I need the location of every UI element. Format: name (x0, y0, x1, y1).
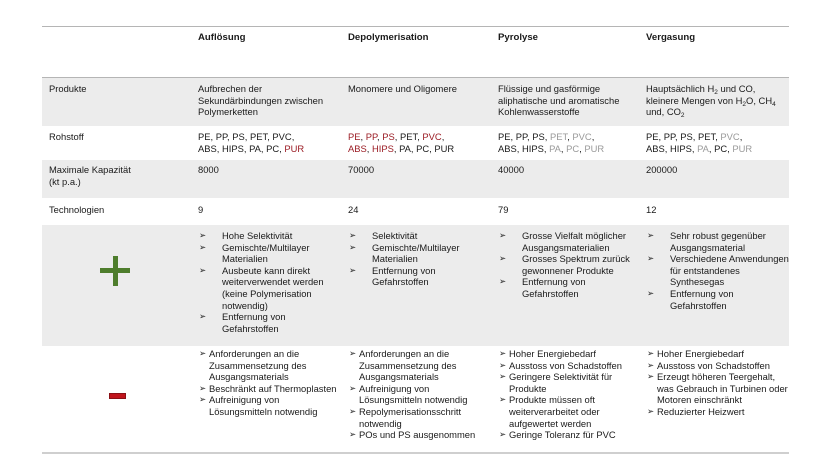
polymer-pc: PC (266, 142, 280, 154)
list-item: ➢ Ausstoss von Schadstoffen (499, 359, 622, 371)
polymer-pvc: PVC (572, 131, 592, 142)
capacity-aufloesung: 8000 (198, 164, 219, 175)
arrow-bullet-icon: ➢ (499, 276, 507, 287)
arrow-bullet-icon: ➢ (199, 382, 207, 393)
polymer-pp: PP (365, 131, 378, 142)
polymer-pur: PUR (434, 142, 455, 154)
polymer-hips: HIPS (371, 142, 394, 154)
header-pyrolyse: Pyrolyse (498, 32, 539, 43)
polymer-abs: ABS (198, 142, 217, 154)
raw-material-row (42, 126, 789, 160)
polymer-abs: ABS (646, 142, 665, 154)
list-item: ➢ Gemischte/Multilayer Materialien (349, 241, 460, 265)
technologies-row (42, 198, 789, 225)
list-item: ➢ Entfernung von Gefahrstoffen (199, 311, 286, 334)
polymer-pp: PP (215, 131, 228, 142)
polymer-hips: HIPS (669, 142, 692, 154)
capacity-depolymerisation: 70000 (348, 164, 375, 175)
list-item: ➢ Beschränkt auf Thermoplasten (199, 382, 337, 394)
disadvantages-vergasung (646, 348, 789, 418)
raw-material-vergasung: PE, PP, PS, PET, PVC, ABS, HIPS, PA, PC, PUR (646, 131, 753, 154)
header-empty (42, 32, 191, 77)
arrow-bullet-icon: ➢ (499, 394, 507, 405)
polymer-pur: PUR (284, 142, 305, 154)
disadvantages-depolymerisation (348, 348, 491, 441)
header-depolymerisation: Depolymerisation (348, 32, 429, 43)
polymer-pet: PET (697, 131, 716, 142)
arrow-bullet-icon: ➢ (349, 264, 357, 275)
polymer-ps: PS (532, 131, 545, 142)
list-item: ➢ Sehr robust gegenüber Ausgangsmaterial (647, 230, 766, 253)
row-label-technologies: Technologien (49, 204, 105, 215)
arrow-bullet-icon: ➢ (499, 371, 507, 382)
arrow-bullet-icon: ➢ (199, 311, 207, 322)
polymer-pa: PA (399, 142, 411, 154)
arrow-bullet-icon: ➢ (647, 371, 655, 382)
polymer-hips: HIPS (221, 142, 244, 154)
minus-icon (109, 393, 126, 399)
polymer-hips: HIPS (521, 142, 544, 154)
polymer-pur: PUR (732, 142, 753, 154)
capacity-row (42, 160, 789, 198)
arrow-bullet-icon: ➢ (349, 241, 357, 252)
arrow-bullet-icon: ➢ (349, 348, 357, 358)
arrow-bullet-icon: ➢ (199, 241, 207, 252)
disadvantages-row (42, 346, 789, 452)
polymer-pe: PE (198, 131, 211, 142)
plus-icon (100, 256, 130, 286)
technologies-aufloesung: 9 (198, 204, 204, 215)
polymer-ps: PS (680, 131, 693, 142)
list-item: ➢ Grosse Vielfalt möglicher Ausgangsmaterialien (499, 230, 627, 253)
polymer-pa: PA (697, 142, 709, 154)
arrow-bullet-icon: ➢ (647, 359, 655, 370)
advantages-vergasung (646, 230, 789, 311)
list-item: ➢ Selektivität (349, 230, 418, 241)
list-item: ➢ Geringere Selektivität für Produkte (499, 371, 613, 394)
arrow-bullet-icon: ➢ (199, 348, 207, 358)
list-item: ➢ POs und PS ausgenommen (349, 429, 476, 441)
row-label-products: Produkte (49, 83, 87, 94)
header-row (42, 27, 789, 78)
list-item: ➢ Produkte müssen oft weiterverarbeitet oder aufgewertet werden (499, 394, 600, 429)
technologies-vergasung: 12 (646, 204, 657, 215)
arrow-bullet-icon: ➢ (499, 359, 507, 370)
arrow-bullet-icon: ➢ (499, 230, 507, 240)
vergasung-products-line1: Hauptsächlich $H_2$ und CO, (646, 83, 756, 96)
header-aufloesung: Auflösung (198, 32, 246, 43)
header-vergasung: Vergasung (646, 32, 696, 43)
list-item: ➢ Ausstoss von Schadstoffen (647, 359, 770, 371)
arrow-bullet-icon: ➢ (647, 348, 655, 358)
disadvantages-aufloesung (198, 348, 341, 418)
polymer-pe: PE (646, 131, 659, 142)
polymer-pa: PA (249, 142, 261, 154)
vergasung-products-line2: kleinere Mengen von $H_2O$, $CH_4$ (646, 94, 776, 108)
advantages-aufloesung (198, 230, 341, 334)
vergasung-products-line3: und, $CO_2$ (646, 106, 685, 120)
capacity-pyrolyse: 40000 (498, 164, 525, 175)
disadvantages-pyrolyse (498, 348, 639, 441)
arrow-bullet-icon: ➢ (647, 253, 655, 264)
polymer-pe: PE (498, 131, 511, 142)
raw-material-depolymerisation: PE, PP, PS, PET, PVC, ABS, HIPS, PA, PC, PUR (348, 131, 455, 154)
list-item: ➢ Ausbeute kann direkt weiterverwendet werden (keine Polymerisation notwendig) (199, 264, 324, 311)
advantages-depolymerisation (348, 230, 491, 288)
products-pyrolyse: Flüssige und gasförmige aliphatische und aromatische Kohlenwasserstoffe (498, 83, 620, 118)
disadvantages-sign-cell (42, 348, 191, 452)
products-aufloesung: Aufbrechen der Sekundärbindungen zwischen Polymerketten (198, 83, 324, 118)
polymer-pa: PA (549, 142, 561, 154)
polymer-pc: PC (714, 142, 728, 154)
polymer-pet: PET (399, 131, 418, 142)
products-depolymerisation: Monomere und Oligomere (348, 83, 457, 94)
polymer-pc: PC (416, 142, 430, 154)
list-item: ➢ Reduzierter Heizwert (647, 405, 745, 417)
technologies-depolymerisation: 24 (348, 204, 359, 215)
arrow-bullet-icon: ➢ (499, 429, 507, 440)
list-item: ➢ Verschiedene Anwendungen für entstandenes Synthesegas (647, 253, 789, 288)
polymer-pvc: PVC (272, 131, 292, 142)
row-label-capacity (42, 164, 191, 198)
advantages-pyrolyse (498, 230, 639, 300)
arrow-bullet-icon: ➢ (499, 253, 507, 264)
polymer-pet: PET (249, 131, 268, 142)
list-item: ➢ Hohe Selektivität (199, 230, 293, 241)
capacity-vergasung: 200000 (646, 164, 678, 175)
polymer-pvc: PVC (720, 131, 740, 142)
list-item: ➢ Anforderungen an die Zusammensetzung des Ausgangsmaterials (349, 348, 457, 383)
arrow-bullet-icon: ➢ (199, 264, 207, 275)
row-label-raw-material: Rohstoff (49, 131, 84, 142)
polymer-abs: ABS (348, 142, 367, 154)
list-item: ➢ Hoher Energiebedarf (499, 348, 597, 359)
list-item: ➢ Repolymerisationsschritt notwendig (349, 405, 462, 429)
polymer-pp: PP (663, 131, 676, 142)
arrow-bullet-icon: ➢ (199, 230, 207, 240)
list-item: ➢ Hoher Energiebedarf (647, 348, 745, 359)
arrow-bullet-icon: ➢ (647, 405, 655, 416)
products-row (42, 78, 789, 126)
polymer-pet: PET (549, 131, 568, 142)
arrow-bullet-icon: ➢ (199, 394, 207, 405)
list-item: ➢ Aufreinigung von Lösungsmitteln notwendig (199, 394, 318, 417)
arrow-bullet-icon: ➢ (349, 405, 357, 416)
list-item: ➢ Grosses Spektrum zurück gewonnener Produkte (499, 253, 630, 276)
raw-material-aufloesung: PE, PP, PS, PET, PVC, ABS, HIPS, PA, PC, PUR (198, 131, 305, 154)
list-item: ➢ Entfernung von Gefahrstoffen (647, 287, 734, 311)
list-item: ➢ Anforderungen an die Zusammensetzung des Ausgangsmaterials (199, 348, 307, 383)
polymer-pur: PUR (584, 142, 605, 154)
list-item: ➢ Entfernung von Gefahrstoffen (499, 276, 586, 299)
arrow-bullet-icon: ➢ (647, 287, 655, 298)
arrow-bullet-icon: ➢ (349, 382, 357, 393)
list-item: ➢ Geringe Toleranz für PVC (499, 429, 616, 441)
comparison-table (42, 26, 789, 454)
polymer-pc: PC (566, 142, 580, 154)
products-vergasung (639, 83, 789, 126)
list-item: ➢ Erzeugt höheren Teergehalt, was Gebrauch in Turbinen oder Motoren einschränkt (647, 371, 788, 406)
list-item: ➢ Gemischte/Multilayer Materialien (199, 241, 310, 265)
advantages-row (42, 225, 789, 346)
raw-material-pyrolyse: PE, PP, PS, PET, PVC, ABS, HIPS, PA, PC, PUR (498, 131, 605, 154)
list-item: ➢ Entfernung von Gefahrstoffen (349, 264, 436, 288)
list-item: ➢ Aufreinigung von Lösungsmitteln notwendig (349, 382, 468, 406)
polymer-pvc: PVC (422, 131, 442, 142)
advantages-sign-cell (42, 230, 191, 346)
polymer-ps: PS (382, 131, 395, 142)
arrow-bullet-icon: ➢ (349, 429, 357, 440)
polymer-pe: PE (348, 131, 361, 142)
polymer-abs: ABS (498, 142, 517, 154)
capacity-label-line1: Maximale Kapazität (49, 164, 131, 175)
arrow-bullet-icon: ➢ (349, 230, 357, 240)
arrow-bullet-icon: ➢ (499, 348, 507, 358)
capacity-label-unit: (kt p.a.) (49, 175, 81, 187)
arrow-bullet-icon: ➢ (647, 230, 655, 240)
technologies-pyrolyse: 79 (498, 204, 509, 215)
polymer-ps: PS (232, 131, 245, 142)
polymer-pp: PP (515, 131, 528, 142)
